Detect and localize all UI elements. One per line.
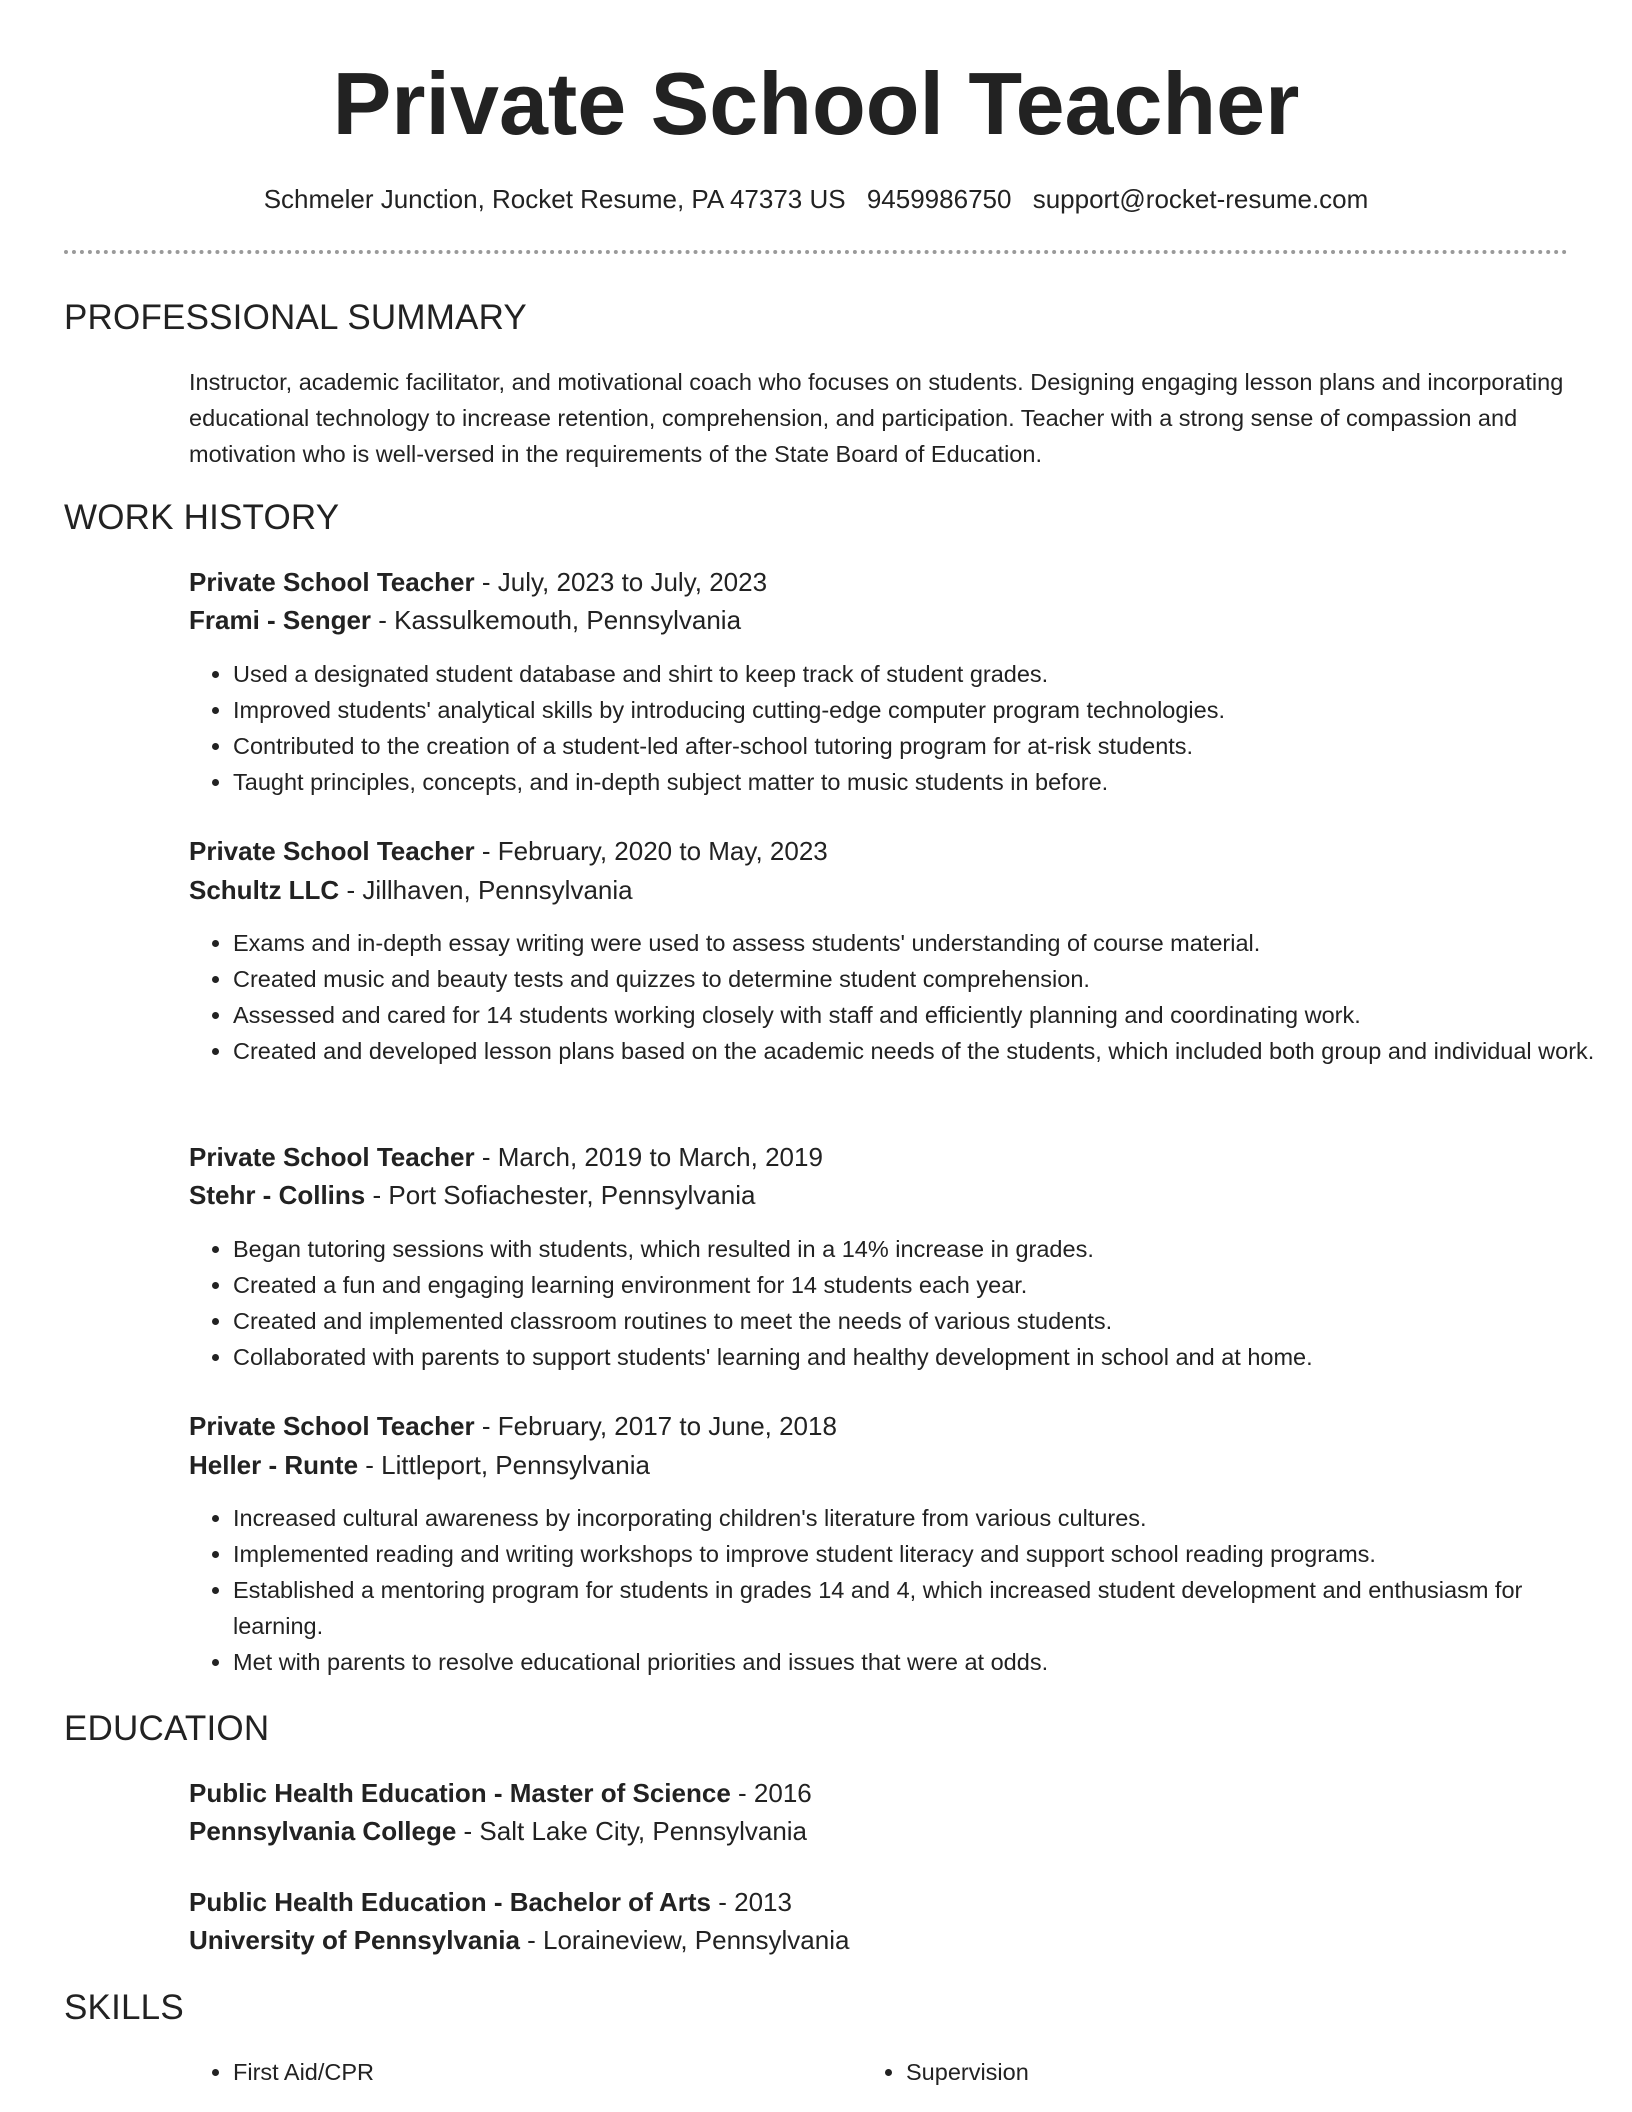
job-dates: - March, 2019 to March, 2019 bbox=[474, 1142, 823, 1172]
contact-info bbox=[0, 182, 1632, 216]
job-bullet: • Met with parents to resolve educational priorities and issues that were at odds. bbox=[233, 1644, 1613, 1680]
job-bullet: • Began tutoring sessions with students, which resulted in a 14% increase in grades. bbox=[233, 1231, 1613, 1267]
education-location: - Salt Lake City, Pennsylvania bbox=[456, 1816, 808, 1846]
job-company: Stehr - Collins bbox=[189, 1180, 366, 1210]
job-company-line bbox=[189, 1178, 755, 1212]
job-bullets bbox=[189, 1500, 1613, 1680]
contact-phone: 9459986750 bbox=[866, 184, 1012, 214]
job-role: Private School Teacher bbox=[189, 567, 475, 597]
job-bullets bbox=[189, 925, 1613, 1069]
job-location: - Littleport, Pennsylvania bbox=[358, 1450, 650, 1480]
job-bullet: • Taught principles, concepts, and in-depth subject matter to music students in before. bbox=[233, 764, 1613, 800]
job-location: - Port Sofiachester, Pennsylvania bbox=[365, 1180, 756, 1210]
job-title-line bbox=[189, 834, 828, 868]
section-title-summary: PROFESSIONAL SUMMARY bbox=[64, 298, 527, 337]
job-bullets bbox=[189, 1231, 1613, 1375]
summary-text: Instructor, academic facilitator, and motivational coach who focuses on students. Designing engaging lesson plans and incorporating educational technology to increase retention, comprehension, and participation. Teacher with a strong sense of compassion and motivation who is well-versed in the requirements of the State Board of Education. bbox=[189, 369, 1564, 467]
job-role: Private School Teacher bbox=[189, 836, 475, 866]
job-role: Private School Teacher bbox=[189, 1411, 475, 1441]
education-degree: Public Health Education - Master of Science bbox=[189, 1778, 731, 1808]
job-bullet: • Used a designated student database and shirt to keep track of student grades. bbox=[233, 656, 1613, 692]
education-school-line bbox=[189, 1814, 807, 1848]
skills-list-left bbox=[189, 2054, 374, 2090]
education-degree: Public Health Education - Bachelor of Arts bbox=[189, 1887, 711, 1917]
job-location: - Kassulkemouth, Pennsylvania bbox=[371, 605, 742, 635]
skill-item: • Supervision bbox=[906, 2054, 1029, 2090]
resume-title: Private School Teacher bbox=[332, 54, 1300, 153]
job-bullet: • Improved students' analytical skills by introducing cutting-edge computer program technologies. bbox=[233, 692, 1613, 728]
education-degree-line bbox=[189, 1776, 812, 1810]
education-school: University of Pennsylvania bbox=[189, 1925, 520, 1955]
job-bullet: • Contributed to the creation of a student-led after-school tutoring program for at-risk students. bbox=[233, 728, 1613, 764]
job-bullets bbox=[189, 656, 1613, 800]
section-title-education: EDUCATION bbox=[64, 1709, 270, 1748]
education-school: Pennsylvania College bbox=[189, 1816, 457, 1846]
job-bullet: • Assessed and cared for 14 students working closely with staff and efficiently planning and coordinating work. bbox=[233, 997, 1613, 1033]
job-title-line bbox=[189, 1409, 837, 1443]
job-bullet: • Created a fun and engaging learning environment for 14 students each year. bbox=[233, 1267, 1613, 1303]
education-degree-line bbox=[189, 1885, 792, 1919]
job-company-line bbox=[189, 1448, 650, 1482]
job-bullet: • Collaborated with parents to support students' learning and healthy development in school and at home. bbox=[233, 1339, 1613, 1375]
job-location: - Jillhaven, Pennsylvania bbox=[339, 875, 633, 905]
contact-address: Schmeler Junction, Rocket Resume, PA 47373 US bbox=[263, 184, 846, 214]
job-bullet: • Established a mentoring program for students in grades 14 and 4, which increased student development and enthusiasm for learning. bbox=[233, 1572, 1613, 1644]
job-bullet: • Created and implemented classroom routines to meet the needs of various students. bbox=[233, 1303, 1613, 1339]
skills-list-right bbox=[862, 2054, 1029, 2090]
job-bullet: • Implemented reading and writing workshops to improve student literacy and support school reading programs. bbox=[233, 1536, 1613, 1572]
skill-item: • First Aid/CPR bbox=[233, 2054, 374, 2090]
job-bullet: • Created music and beauty tests and quizzes to determine student comprehension. bbox=[233, 961, 1613, 997]
education-year: - 2016 bbox=[730, 1778, 812, 1808]
job-dates: - July, 2023 to July, 2023 bbox=[474, 567, 768, 597]
job-dates: - February, 2020 to May, 2023 bbox=[474, 836, 828, 866]
education-location: - Loraineview, Pennsylvania bbox=[519, 1925, 850, 1955]
job-company: Frami - Senger bbox=[189, 605, 372, 635]
job-dates: - February, 2017 to June, 2018 bbox=[474, 1411, 837, 1441]
job-bullet: • Created and developed lesson plans based on the academic needs of the students, which included both group and individual work. bbox=[233, 1033, 1613, 1069]
job-title-line bbox=[189, 1140, 823, 1174]
job-bullet: • Increased cultural awareness by incorporating children's literature from various cultures. bbox=[233, 1500, 1613, 1536]
contact-email: support@rocket-resume.com bbox=[1032, 184, 1369, 214]
job-company-line bbox=[189, 873, 633, 907]
section-title-skills: SKILLS bbox=[64, 1988, 184, 2027]
job-bullet: • Exams and in-depth essay writing were used to assess students' understanding of course material. bbox=[233, 925, 1613, 961]
header-divider bbox=[64, 250, 1568, 254]
job-company: Heller - Runte bbox=[189, 1450, 359, 1480]
job-title-line bbox=[189, 565, 767, 599]
education-year: - 2013 bbox=[711, 1887, 792, 1917]
job-company: Schultz LLC bbox=[189, 875, 340, 905]
job-company-line bbox=[189, 603, 741, 637]
job-role: Private School Teacher bbox=[189, 1142, 475, 1172]
section-title-work-history: WORK HISTORY bbox=[64, 498, 340, 537]
education-school-line bbox=[189, 1923, 849, 1957]
